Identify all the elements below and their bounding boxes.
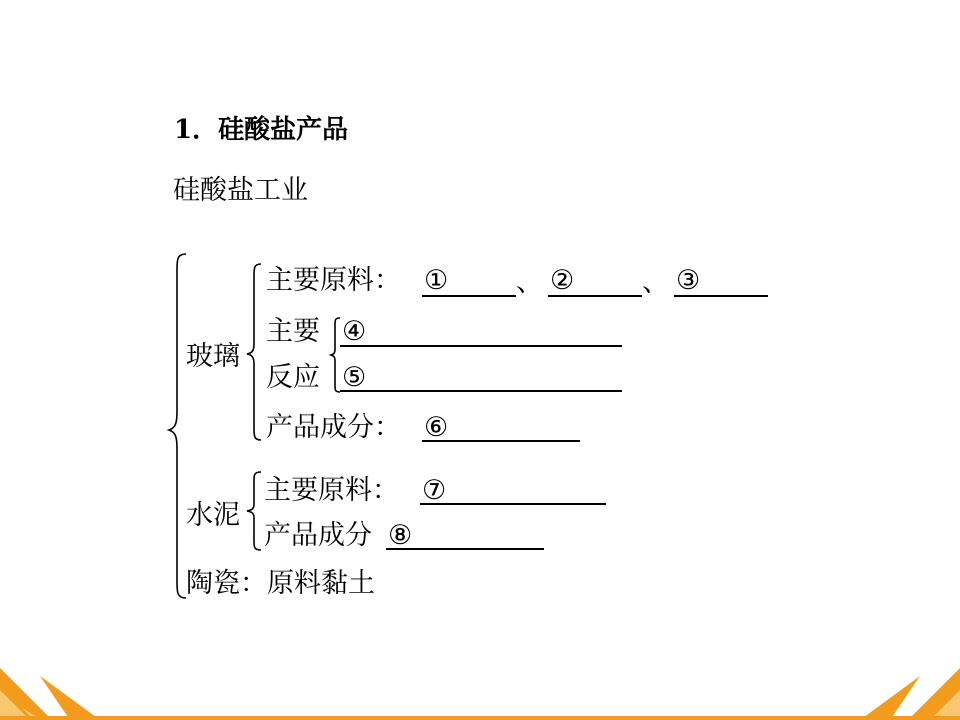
blank-7-marker: ⑦ xyxy=(422,475,447,506)
separator-2: 、 xyxy=(642,267,669,298)
cement-label: 水泥 xyxy=(186,500,240,531)
blank-8-marker: ⑧ xyxy=(388,520,413,551)
glass-label: 玻璃 xyxy=(186,341,240,372)
glass-composition-label: 产品成分： xyxy=(266,412,401,443)
heading-title: 硅酸盐产品 xyxy=(218,115,349,145)
deco-bottom-bar xyxy=(0,716,960,720)
deco-left-stripe xyxy=(40,676,100,720)
reaction-label-bottom: 反应 xyxy=(266,362,320,393)
heading-number: 1． xyxy=(174,115,219,145)
blank-5-marker: ⑤ xyxy=(342,362,367,393)
blank-6-marker: ⑥ xyxy=(424,412,449,443)
deco-right-stripe xyxy=(860,676,920,720)
reaction-label-top: 主要 xyxy=(266,316,320,347)
ceramics-line: 陶瓷：原料黏土 xyxy=(186,568,375,599)
blank-3-marker: ③ xyxy=(676,265,701,296)
glass-raw-materials-label: 主要原料： xyxy=(266,265,401,296)
blank-4-marker: ④ xyxy=(342,316,367,347)
blank-2-marker: ② xyxy=(550,265,575,296)
cement-composition-label: 产品成分 xyxy=(264,520,372,551)
subtitle: 硅酸盐工业 xyxy=(173,175,308,206)
separator-1: 、 xyxy=(516,267,543,298)
blank-1-marker: ① xyxy=(424,265,449,296)
cement-raw-materials-label: 主要原料： xyxy=(264,475,399,506)
